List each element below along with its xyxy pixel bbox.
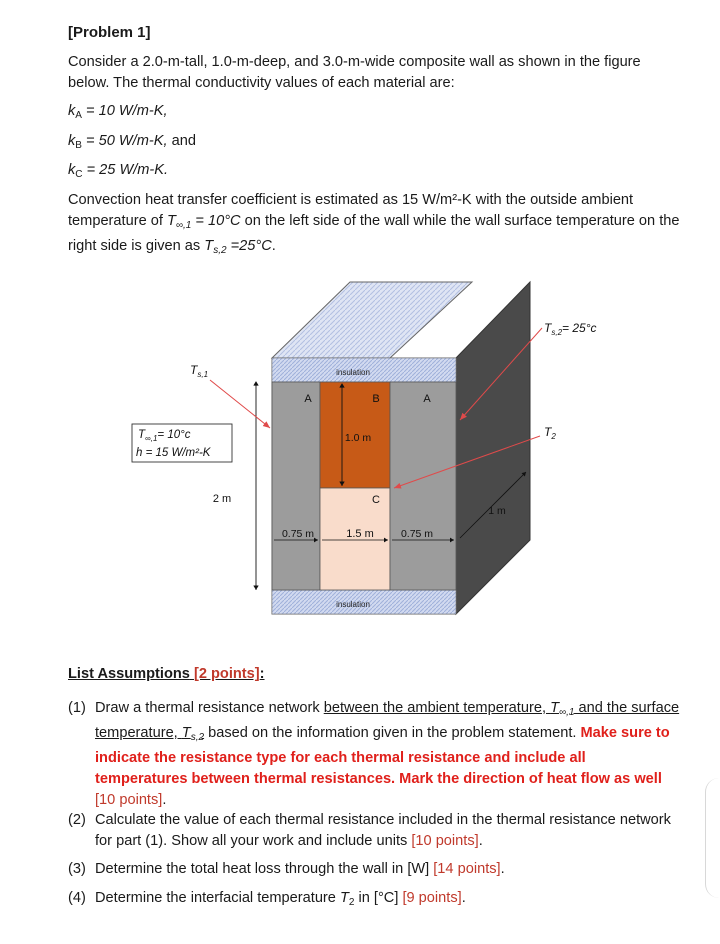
question-3	[68, 859, 680, 880]
k-symbol: k	[68, 103, 76, 119]
wall-side-face	[456, 282, 530, 614]
ts1-label: $T_{s,1}$	[190, 363, 209, 379]
dim-depth-label: 1 m	[488, 505, 506, 517]
ts-subscript: s,2	[213, 245, 227, 256]
conv-text-5: .	[271, 238, 276, 254]
q1-text-d: based on the information given in the problem statement.	[204, 725, 581, 741]
q4-points: [9 points]	[398, 890, 462, 906]
conductivity-a	[68, 103, 168, 121]
box-h-line: h = 15 W/m²-K	[136, 447, 211, 459]
box-tinf-line: $T_{\infty,1}= 10^\circ c$	[138, 429, 191, 443]
question-number: (1)	[68, 700, 86, 716]
q1-red-instructions: Make sure to indicate the resistance type for each thermal resistance and include all temperatures between thermal resistances. Mark the direction of heat flow as well	[95, 725, 670, 787]
label-a-right: A	[423, 393, 431, 405]
k-symbol: k	[68, 133, 76, 149]
tinf-value: = 10°C	[191, 213, 241, 229]
question-number: (2)	[68, 812, 86, 828]
q2-text: Calculate the value of each thermal resistance included in the thermal resistance network for part (1). Show all your work and include units	[95, 812, 671, 849]
k-value: = 50 W/m-K,	[81, 133, 168, 149]
q4-text: Determine the interfacial temperature	[95, 890, 340, 906]
k-tail: and	[167, 133, 196, 149]
insulation-bottom-label: insulation	[336, 600, 370, 609]
assumptions-label: List Assumptions	[68, 666, 190, 682]
q3-end: .	[500, 861, 505, 877]
conv-text-1: Convection heat transfer coefficient is estimated as 15 W/m²-K with the outside ambient temperature of	[68, 192, 634, 229]
q2-end: .	[478, 833, 483, 849]
ts-value: =25°C	[226, 238, 272, 254]
q4-end: .	[461, 890, 466, 906]
assumptions-points: [2 points]	[193, 666, 260, 682]
ts2-label: $T_{s,2}= 25^\circ c$	[544, 321, 597, 337]
dim-b-height-label: 1.0 m	[344, 432, 372, 444]
t2-label: $T_2$	[544, 425, 556, 441]
label-c: C	[372, 494, 380, 506]
q1-points: [10 points]	[95, 792, 163, 808]
conductivity-c	[68, 162, 168, 180]
dim-left-width-label: 0.75 m	[281, 528, 315, 540]
q1-text-a: Draw a thermal resistance network	[95, 700, 324, 716]
insulation-top-label: insulation	[336, 368, 370, 377]
composite-wall-figure	[0, 260, 720, 640]
convection-paragraph	[68, 190, 680, 261]
question-number: (3)	[68, 861, 86, 877]
q1-underlined-2: and the surface temperature, $T_{s,2}$	[95, 700, 680, 743]
q1-end: .	[162, 792, 167, 808]
wall-top-face	[272, 282, 472, 358]
dim-height-label: 2 m	[212, 493, 232, 505]
tinf-symbol: T	[166, 213, 176, 229]
k-subscript: A	[75, 110, 82, 121]
q1-underlined-1: between the ambient temperature, $T_{\infty,1}$	[323, 700, 575, 718]
label-a-left: A	[304, 393, 312, 405]
problem-title: [Problem 1]	[68, 24, 151, 41]
conv-text-3: on the left side of the wall while the wall surface temperature on the right side is given as	[68, 213, 680, 254]
question-4	[68, 888, 680, 913]
scroll-edge-handle[interactable]	[705, 778, 720, 898]
question-number: (4)	[68, 890, 86, 906]
k-subscript: B	[75, 140, 82, 151]
ts1-arrow	[210, 380, 270, 428]
tinf-subscript: ∞,1	[175, 220, 192, 231]
label-b: B	[372, 393, 380, 405]
question-2	[68, 810, 680, 852]
q4-text-2: in [°C]	[354, 890, 399, 906]
question-1	[68, 698, 680, 811]
dim-middle-width-label: 1.5 m	[346, 528, 374, 540]
q3-points: [14 points]	[429, 861, 501, 877]
intro-paragraph: Consider a 2.0-m-tall, 1.0-m-deep, and 3.0-m-wide composite wall as shown in the figure below. The thermal conductivity values of each material are:	[68, 54, 641, 91]
q4-subscript: 2	[348, 897, 355, 908]
q4-symbol: T	[339, 890, 349, 906]
k-symbol: k	[68, 162, 76, 178]
assumptions-colon: :	[259, 666, 265, 682]
conductivity-b	[68, 133, 196, 151]
k-value: = 10 W/m-K,	[81, 103, 168, 119]
ts-symbol: T	[204, 238, 214, 254]
q2-points: [10 points]	[407, 833, 479, 849]
q3-text: Determine the total heat loss through the wall in [W]	[95, 861, 430, 877]
assumptions-heading	[68, 666, 265, 682]
k-value: = 25 W/m-K.	[82, 162, 169, 178]
dim-right-width-label: 0.75 m	[400, 528, 434, 540]
k-subscript: C	[75, 169, 83, 180]
material-a-left	[272, 382, 320, 590]
